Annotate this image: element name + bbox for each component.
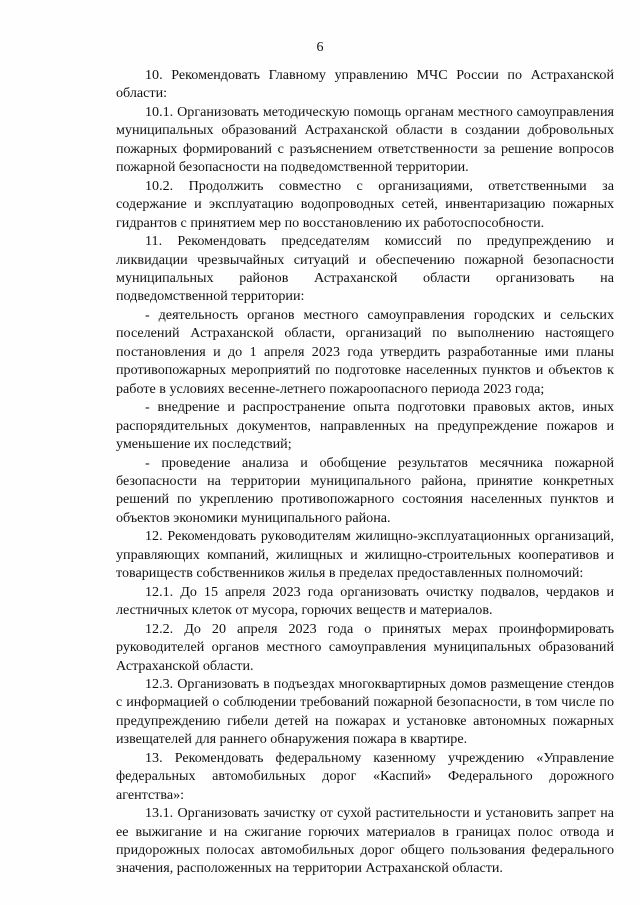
paragraph-11: 11. Рекомендовать председателям комиссий по предупреждению и ликвидации чрезвычайных ситуаций и обеспечению пожарной безопасности муниципальных районов Астраханской области организовать на подведомственной территории: [116, 233, 614, 305]
paragraph-10-2: 10.2. Продолжить совместно с организациями, ответственными за содержание и эксплуатацию водопроводных сетей, инвентаризацию пожарных гидрантов с принятием мер по восстановлению их работоспособности. [116, 177, 614, 231]
paragraph-12-3: 12.3. Организовать в подъездах многоквартирных домов размещение стендов с информацией о соблюдении требований пожарной безопасности, в том числе по предупреждению гибели детей на пожарах и установке автономных пожарных извещателей для раннего обнаружения пожара в квартире. [116, 675, 614, 748]
paragraph-12-1: 12.1. До 15 апреля 2023 года организовать очистку подвалов, чердаков и лестничных клеток от мусора, горючих веществ и материалов. [116, 583, 614, 619]
document-body [116, 66, 614, 878]
paragraph-13-1: 13.1. Организовать зачистку от сухой растительности и установить запрет на ее выжигание и на сжигание горючих материалов в границах полос отвода и придорожных полосах автомобильных дорог общего пользования федерального значения, расположенных на территории Астраханской области. [116, 805, 614, 877]
paragraph-10: 10. Рекомендовать Главному управлению МЧС России по Астраханской области: [116, 67, 614, 102]
list-item-analysis: - проведение анализа и обобщение результатов месячника пожарной безопасности на территории муниципального района, принятие конкретных решений по укреплению противопожарного состояния населенных пунктов и объектов экономики муниципального района. [116, 454, 614, 526]
paragraph-10-1: 10.1. Организовать методическую помощь органам местного самоуправления муниципальных образований Астраханской области в создании добровольных пожарных формирований с разъяснением ответственности за решение вопросов пожарной безопасности на подведомственной территории. [116, 103, 614, 176]
page-number: 6 [316, 40, 324, 55]
paragraph-13: 13. Рекомендовать федеральному казенному учреждению «Управление федеральных автомобильных дорог «Каспий» Федерального дорожного агентства»: [116, 749, 614, 803]
list-item-legal-acts: - внедрение и распространение опыта подготовки правовых актов, иных распорядительных документов, направленных на предупреждение пожаров и уменьшение их последствий; [116, 399, 614, 453]
list-item-activities: - деятельность органов местного самоуправления городских и сельских поселений Астраханской области, организаций по выполнению настоящего постановления и до 1 апреля 2023 года утвердить разработанные ими планы противопожарных мероприятий по подготовке населенных пунктов и объектов к работе в условиях весенне-летнего пожароопасного периода 2023 года; [116, 306, 614, 397]
paragraph-12: 12. Рекомендовать руководителям жилищно-эксплуатационных организаций, управляющих компаний, жилищных и жилищно-строительных кооперативов и товариществ собственников жилья в пределах предоставленных полномочий: [116, 528, 614, 582]
paragraph-12-2: 12.2. До 20 апреля 2023 года о принятых мерах проинформировать руководителей органов местного самоуправления муниципальных образований Астраханской области. [116, 620, 614, 674]
